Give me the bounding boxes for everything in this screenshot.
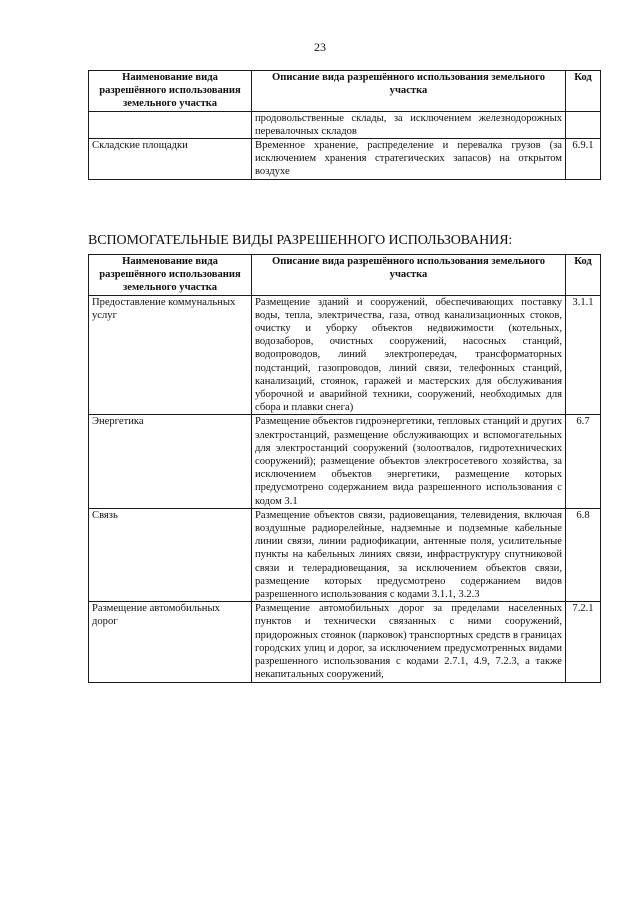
row-name: Предоставление коммунальных услуг [89,295,252,415]
row-description: Размещение объектов гидроэнергетики, тепловых станций и других электростанций, размещение обслуживающих и вспомогательных для электростанций сооружений (золоотвалов, гидротехнических сооружений); размещение объектов электросетевого хозяйства, за исключением объектов энергетики, размещение которых предусмотрено содержанием вида разрешенного использования с кодом 3.1 [252,415,566,508]
row-description: Размещение автомобильных дорог за пределами населенных пунктов и технически связанных с ними сооружений, придорожных стоянок (парковок) транспортных средств в границах городских улиц и дорог, за исключением предусмотренных видами разрешенного использования с кодами 2.7.1, 4.9, 7.2.3, а также некапитальных сооружений, [252,602,566,682]
table-header-row [89,71,601,112]
row-name: Связь [89,508,252,601]
header-code: Код [566,71,601,112]
header-name: Наименование вида разрешённого использования земельного участка [89,255,252,296]
row-description: Размещение зданий и сооружений, обеспечивающих поставку воды, тепла, электричества, газа, отвод канализационных стоков, очистку и уборку объектов недвижимости (котельных, водозаборов, очистных сооружений, насосных станций, водопроводов, линий электропередач, трансформаторных подстанций, газопроводов, линий связи, телефонных станций, канализаций, стоянок, гаражей и мастерских для обслуживания уборочной и аварийной техники, сооружений, необходимых для сбора и плавки снега) [252,295,566,415]
row-description: Размещение объектов связи, радиовещания, телевидения, включая воздушные радиорелейные, надземные и подземные кабельные линии связи, линии радиофикации, антенные поля, усилительные пункты на кабельных линиях связи, инфраструктуру спутниковой связи и телерадиовещания, за исключением объектов связи, размещение которых предусмотрено содержанием видов разрешенного использования с кодами 3.1.1, 3.2.3 [252,508,566,601]
header-code: Код [566,255,601,296]
header-description: Описание вида разрешённого использования земельного участка [252,255,566,296]
header-description: Описание вида разрешённого использования земельного участка [252,71,566,112]
row-name: Складские площадки [89,139,252,180]
row-code: 3.1.1 [566,295,601,415]
row-name: Энергетика [89,415,252,508]
section-heading: ВСПОМОГАТЕЛЬНЫЕ ВИДЫ РАЗРЕШЕННОГО ИСПОЛЬЗОВАНИЯ: [88,233,513,248]
table-row [89,602,601,682]
row-code [566,111,601,138]
table-row [89,111,601,138]
row-code: 6.8 [566,508,601,601]
land-use-table-continued [88,70,601,180]
table-header-row [89,255,601,296]
table-row [89,295,601,415]
row-name: Размещение автомобильных дорог [89,602,252,682]
table-row [89,415,601,508]
row-code: 6.7 [566,415,601,508]
table-row [89,508,601,601]
row-name [89,111,252,138]
row-description: Временное хранение, распределение и перевалка грузов (за исключением хранения стратегических запасов) на открытом воздухе [252,139,566,180]
page-number: 23 [314,40,326,54]
row-code: 6.9.1 [566,139,601,180]
row-code: 7.2.1 [566,602,601,682]
table-row [89,139,601,180]
header-name: Наименование вида разрешённого использования земельного участка [89,71,252,112]
row-description: продовольственные склады, за исключением железнодорожных перевалочных складов [252,111,566,138]
auxiliary-land-use-table [88,254,601,683]
